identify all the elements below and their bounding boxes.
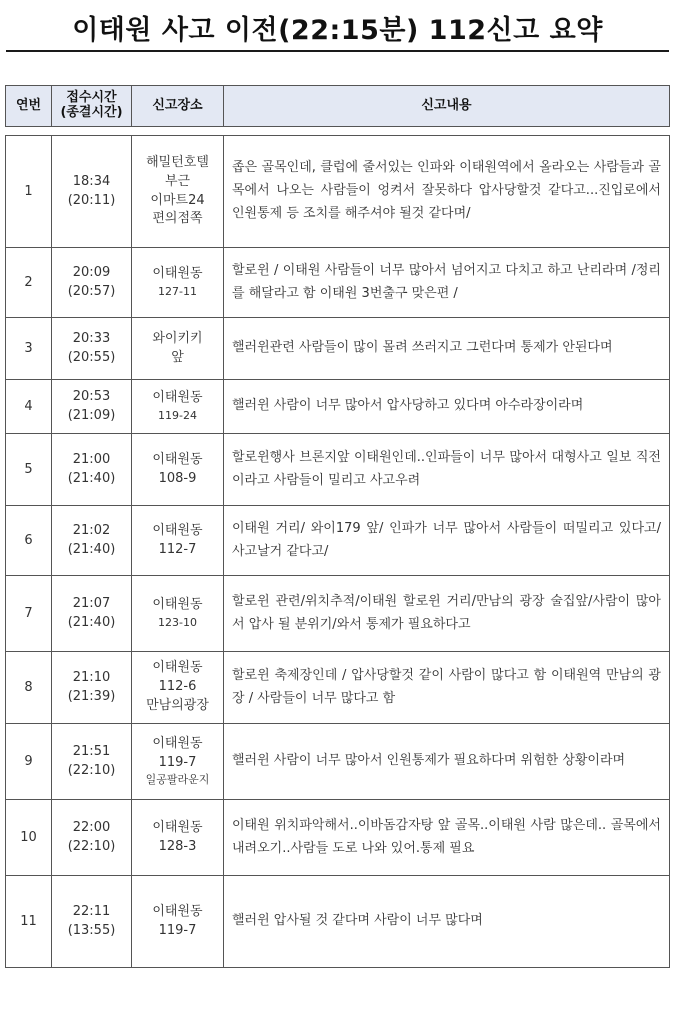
closed-time: (20:55) — [67, 349, 116, 365]
row-number: 3 — [6, 318, 52, 380]
table-row — [6, 576, 670, 652]
place-cell — [132, 136, 224, 248]
place-line: 이태원동 — [152, 735, 203, 751]
place-line: 이태원동 — [152, 266, 203, 282]
received-time: 21:07 — [72, 595, 111, 611]
report-content: 좁은 골목인데, 클럽에 줄서있는 인파와 이태원역에서 올라오는 사람들과 골목에서 나오는 사람들이 엉켜서 잘못하다 압사당할것 같다고...진입로에서 인원통제 등 조치를 해주셔야 될것 같다며/ — [224, 136, 670, 248]
place-cell — [132, 652, 224, 724]
place-line: 108-9 — [158, 470, 197, 486]
table-row — [6, 506, 670, 576]
row-number: 8 — [6, 652, 52, 724]
row-number: 11 — [6, 876, 52, 968]
report-content: 핼러윈관련 사람들이 많이 몰려 쓰러지고 그런다며 통제가 안된다며 — [224, 318, 670, 380]
report-content: 이태원 거리/ 와이179 앞/ 인파가 너무 많아서 사람들이 떠밀리고 있다고/ 사고날거 같다고/ — [224, 506, 670, 576]
place-line: 부근 — [164, 173, 191, 189]
time-cell — [52, 318, 132, 380]
header-place: 신고장소 — [132, 86, 224, 127]
table-row — [6, 724, 670, 800]
time-cell — [52, 506, 132, 576]
row-number: 2 — [6, 248, 52, 318]
header-num: 연번 — [6, 86, 52, 127]
place-line: 해밀턴호텔 — [146, 154, 209, 170]
header-spacer-row — [6, 127, 670, 136]
place-line: 이태원동 — [152, 390, 203, 406]
row-number: 9 — [6, 724, 52, 800]
report-table — [5, 85, 670, 968]
report-content: 이태원 위치파악해서..이바돔감자탕 앞 골목..이태원 사람 많은데.. 골목에서 내려오기..사람들 도로 나와 있어.통제 필요 — [224, 800, 670, 876]
table-header-row — [6, 86, 670, 127]
closed-time: (21:40) — [67, 614, 116, 630]
place-cell — [132, 248, 224, 318]
place-line: 편의점쪽 — [152, 211, 203, 227]
table-row — [6, 434, 670, 506]
closed-time: (21:40) — [67, 470, 116, 486]
row-number: 1 — [6, 136, 52, 248]
place-cell — [132, 506, 224, 576]
place-cell — [132, 434, 224, 506]
place-cell — [132, 724, 224, 800]
received-time: 21:02 — [72, 522, 111, 538]
spacer-cell — [6, 127, 670, 136]
header-time-closed: (종결시간) — [60, 105, 123, 120]
time-cell — [52, 248, 132, 318]
received-time: 22:00 — [72, 819, 111, 835]
time-cell — [52, 576, 132, 652]
place-cell — [132, 800, 224, 876]
closed-time: (21:09) — [67, 407, 116, 423]
place-line: 이태원동 — [152, 522, 203, 538]
row-number: 4 — [6, 380, 52, 434]
place-line: 127-11 — [158, 284, 197, 298]
place-line: 119-24 — [158, 408, 197, 422]
table-row — [6, 652, 670, 724]
place-line: 128-3 — [158, 838, 197, 854]
table-row — [6, 380, 670, 434]
place-line: 와이키키 — [152, 330, 203, 346]
closed-time: (22:10) — [67, 838, 116, 854]
row-number: 7 — [6, 576, 52, 652]
closed-time: (22:10) — [67, 762, 116, 778]
place-line: 이마트24 — [150, 192, 205, 208]
received-time: 21:10 — [72, 669, 111, 685]
table-row — [6, 876, 670, 968]
place-line: 112-6 — [158, 679, 197, 695]
closed-time: (21:40) — [67, 541, 116, 557]
received-time: 20:09 — [72, 264, 111, 280]
place-line: 이태원동 — [152, 451, 203, 467]
header-time-received: 접수시간 — [66, 90, 117, 106]
place-line: 이태원동 — [152, 597, 203, 613]
document-title: 이태원 사고 이전(22:15분) 112신고 요약 — [72, 14, 603, 46]
report-content: 할로윈 관련/위치추적/이태원 할로윈 거리/만남의 광장 술집앞/사람이 많아서 압사 될 분위기/와서 통제가 필요하다고 — [224, 576, 670, 652]
closed-time: (21:39) — [67, 688, 116, 704]
place-cell — [132, 380, 224, 434]
closed-time: (20:11) — [67, 192, 116, 208]
table-row — [6, 136, 670, 248]
table-body — [6, 127, 670, 968]
time-cell — [52, 800, 132, 876]
time-cell — [52, 876, 132, 968]
closed-time: (20:57) — [67, 283, 116, 299]
place-cell — [132, 576, 224, 652]
received-time: 20:33 — [72, 330, 111, 346]
report-content: 할로윈 축제장인데 / 압사당할것 같이 사람이 많다고 함 이태원역 만남의 광장 / 사람들이 너무 많다고 함 — [224, 652, 670, 724]
time-cell — [52, 136, 132, 248]
place-line: 123-10 — [158, 615, 197, 629]
title-bar — [6, 4, 669, 52]
report-content: 핼러윈 압사될 것 같다며 사람이 너무 많다며 — [224, 876, 670, 968]
received-time: 22:11 — [72, 903, 111, 919]
row-number: 5 — [6, 434, 52, 506]
table-row — [6, 318, 670, 380]
time-cell — [52, 434, 132, 506]
place-line: 이태원동 — [152, 819, 203, 835]
place-line: 앞 — [171, 349, 184, 365]
report-content: 할로윈 / 이태원 사람들이 너무 많아서 넘어지고 다치고 하고 난리라며 /정리를 해달라고 함 이태원 3번출구 맞은편 / — [224, 248, 670, 318]
row-number: 10 — [6, 800, 52, 876]
table-row — [6, 248, 670, 318]
place-line: 이태원동 — [152, 903, 203, 919]
place-line: 일공팔라운지 — [145, 773, 210, 787]
time-cell — [52, 652, 132, 724]
received-time: 21:00 — [72, 451, 111, 467]
place-cell — [132, 876, 224, 968]
place-line: 112-7 — [158, 541, 197, 557]
received-time: 18:34 — [72, 173, 111, 189]
received-time: 21:51 — [72, 743, 111, 759]
table-row — [6, 800, 670, 876]
row-number: 6 — [6, 506, 52, 576]
closed-time: (13:55) — [67, 922, 116, 938]
place-line: 만남의광장 — [146, 697, 209, 713]
place-line: 119-7 — [158, 922, 197, 938]
report-content: 핼러윈 사람이 너무 많아서 압사당하고 있다며 아수라장이라며 — [224, 380, 670, 434]
report-content: 할로윈행사 브론지앞 이태원인데..인파들이 너무 많아서 대형사고 일보 직전이라고 사람들이 밀리고 사고우려 — [224, 434, 670, 506]
report-content: 핼러윈 사람이 너무 많아서 인원통제가 필요하다며 위험한 상황이라며 — [224, 724, 670, 800]
header-time — [52, 86, 132, 127]
place-line: 119-7 — [158, 754, 197, 770]
time-cell — [52, 380, 132, 434]
place-line: 이태원동 — [152, 660, 203, 676]
header-content: 신고내용 — [224, 86, 670, 127]
received-time: 20:53 — [72, 388, 111, 404]
time-cell — [52, 724, 132, 800]
place-cell — [132, 318, 224, 380]
